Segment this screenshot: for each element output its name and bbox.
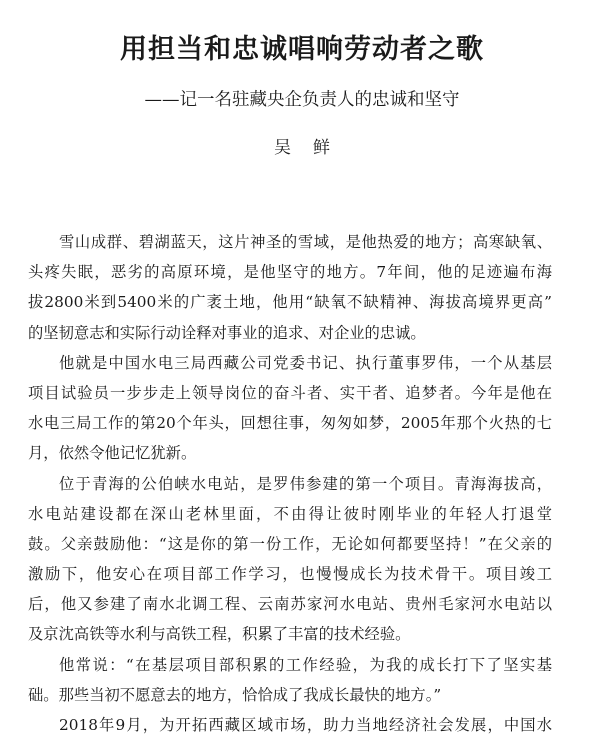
- paragraph-line: 激励下，他安心在项目部工作学习，也慢慢成长为技术骨干。项目竣工: [28, 565, 552, 584]
- article-subtitle: ——记一名驻藏央企负责人的忠诚和坚守: [144, 90, 460, 110]
- paragraph-line: 头疼失眠，恶劣的高原环境，是他坚守的地方。7年间，他的足迹遍布海: [28, 263, 552, 282]
- paragraph-4: [28, 650, 552, 710]
- paragraph-1: [28, 227, 552, 348]
- author-byline: [0, 134, 604, 162]
- paragraph-line: 的坚韧意志和实际行动诠释对事业的追求、对企业的忠诚。: [28, 323, 426, 342]
- paragraph-line: 雪山成群、碧湖蓝天，这片神圣的雪域，是他热爱的地方；高寒缺氧、: [59, 233, 552, 251]
- article-body: [28, 227, 552, 740]
- paragraph-line: 鼓。父亲鼓励他：“这是你的第一份工作，无论如何都要坚持！”在父亲的: [28, 534, 552, 553]
- paragraph-line: 月，依然令他记忆犹新。: [28, 444, 197, 463]
- paragraph-line: 水电三局工作的第20个年头，回想往事，匆匆如梦，2005年那个火热的七: [28, 414, 552, 433]
- paragraph-line: 他常说：“在基层项目部积累的工作经验，为我的成长打下了坚实基: [59, 655, 552, 674]
- paragraph-5: [28, 710, 552, 740]
- paragraph-line: 础。那些当初不愿意去的地方，恰恰成了我成长最快的地方。”: [28, 685, 442, 704]
- paragraph-line: 项目试验员一步步走上领导岗位的奋斗者、实干者、追梦者。今年是他在: [28, 383, 552, 402]
- paragraph-line: 及京沈高铁等水利与高铁工程，积累了丰富的技术经验。: [28, 625, 411, 644]
- paragraph-line: 拔2800米到5400米的广袤土地，他用“缺氧不缺精神、海拔高境界更高”: [28, 293, 552, 312]
- paragraph-line: 2018年9月，为开拓西藏区域市场，助力当地经济社会发展，中国水: [59, 716, 552, 734]
- paragraph-line: 位于青海的公伯峡水电站，是罗伟参建的第一个项目。青海海拔高，: [59, 474, 552, 493]
- author-given-name: 鲜: [313, 138, 330, 158]
- author-surname: 吴: [274, 138, 291, 158]
- paragraph-2: [28, 348, 552, 469]
- paragraph-line: 他就是中国水电三局西藏公司党委书记、执行董事罗伟，一个从基层: [59, 353, 552, 372]
- paragraph-line: 水电站建设都在深山老林里面，不由得让彼时刚毕业的年轻人打退堂: [28, 504, 552, 523]
- paragraph-3: [28, 469, 552, 650]
- paragraph-line: 后，他又参建了南水北调工程、云南苏家河水电站、贵州毛家河水电站以: [28, 595, 552, 614]
- article-title: 用担当和忠诚唱响劳动者之歌: [120, 34, 484, 65]
